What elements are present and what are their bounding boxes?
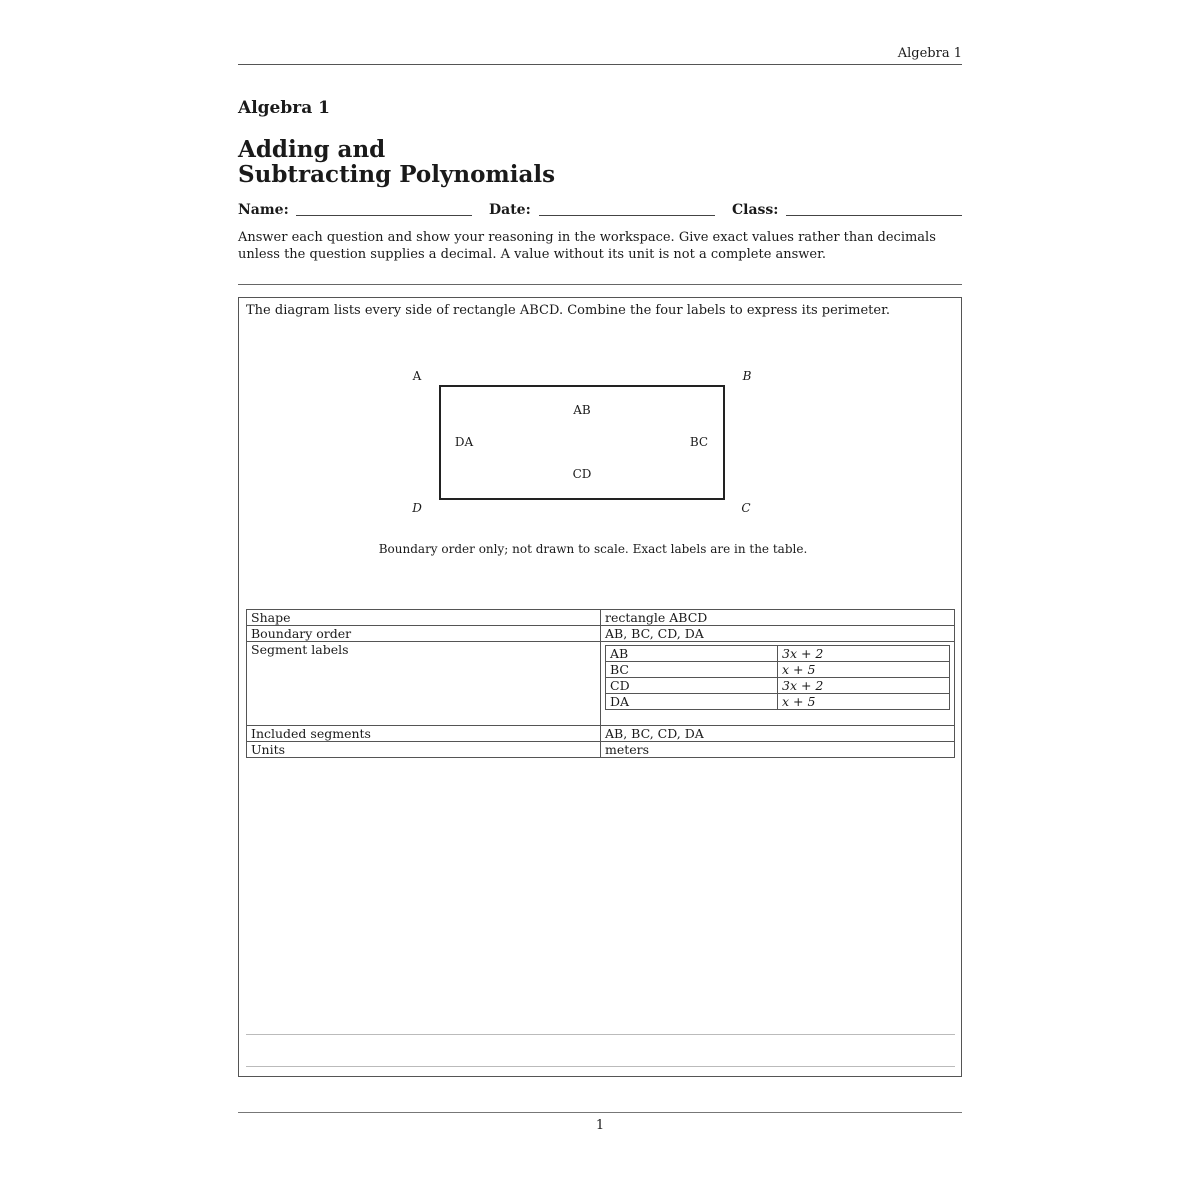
worksheet-title xyxy=(238,137,798,187)
side-label-bc: BC xyxy=(689,435,709,449)
footer-rule xyxy=(238,1112,962,1113)
table-value-shape: rectangle ABCD xyxy=(601,610,955,626)
segment-label: x + 5 xyxy=(778,694,950,710)
name-label: Name: xyxy=(238,202,289,218)
page-number: 1 xyxy=(595,1118,605,1133)
vertex-label-c: C xyxy=(741,501,751,515)
table-key-boundary-order: Boundary order xyxy=(247,626,601,642)
segment-row xyxy=(606,662,950,678)
table-row xyxy=(247,610,955,626)
table-value-segment-labels xyxy=(601,642,955,726)
segment-label: 3x + 2 xyxy=(778,646,950,662)
table-row xyxy=(247,626,955,642)
student-info-row xyxy=(238,202,962,220)
side-label-cd: CD xyxy=(572,467,592,481)
segment-name: DA xyxy=(606,694,778,710)
section-rule xyxy=(238,284,962,285)
vertex-label-a: A xyxy=(412,369,422,383)
table-value-boundary-order: AB, BC, CD, DA xyxy=(601,626,955,642)
segment-name: BC xyxy=(606,662,778,678)
segment-name: AB xyxy=(606,646,778,662)
table-key-shape: Shape xyxy=(247,610,601,626)
answer-line[interactable] xyxy=(246,1034,955,1035)
table-key-units: Units xyxy=(247,742,601,758)
table-value-included-segments: AB, BC, CD, DA xyxy=(601,726,955,742)
header-rule xyxy=(238,64,962,65)
instructions: Answer each question and show your reasoning in the workspace. Give exact values rather than decimals unless the question supplies a decimal. A value without its unit is not a complete answer. xyxy=(238,230,936,262)
class-field[interactable] xyxy=(786,215,962,216)
table-key-segment-labels: Segment labels xyxy=(247,642,601,726)
course-heading: Algebra 1 xyxy=(238,98,330,118)
segment-name: CD xyxy=(606,678,778,694)
table-key-included-segments: Included segments xyxy=(247,726,601,742)
table-row xyxy=(247,642,955,726)
given-data-table xyxy=(246,609,955,758)
segment-labels-table xyxy=(605,645,950,710)
table-row xyxy=(247,726,955,742)
table-value-units: meters xyxy=(601,742,955,758)
vertex-label-d: D xyxy=(412,501,422,515)
title-line-2: Subtracting Polynomials xyxy=(238,161,556,188)
vertex-label-b: B xyxy=(742,369,752,383)
running-head: Algebra 1 xyxy=(897,46,962,61)
segment-row xyxy=(606,678,950,694)
question-box xyxy=(238,297,962,1077)
title-line-1: Adding and xyxy=(238,136,386,163)
segment-row xyxy=(606,646,950,662)
date-label: Date: xyxy=(489,202,531,218)
segment-label: 3x + 2 xyxy=(778,678,950,694)
question-prompt: The diagram lists every side of rectangle ABCD. Combine the four labels to express its perimeter. xyxy=(246,303,891,318)
segment-label: x + 5 xyxy=(778,662,950,678)
answer-line[interactable] xyxy=(246,1066,955,1067)
side-label-ab: AB xyxy=(573,403,591,417)
diagram-caption: Boundary order only; not drawn to scale. Exact labels are in the table. xyxy=(378,542,808,556)
date-field[interactable] xyxy=(539,215,715,216)
table-row xyxy=(247,742,955,758)
segment-row xyxy=(606,694,950,710)
class-label: Class: xyxy=(732,202,779,218)
name-field[interactable] xyxy=(296,215,472,216)
side-label-da: DA xyxy=(454,435,474,449)
